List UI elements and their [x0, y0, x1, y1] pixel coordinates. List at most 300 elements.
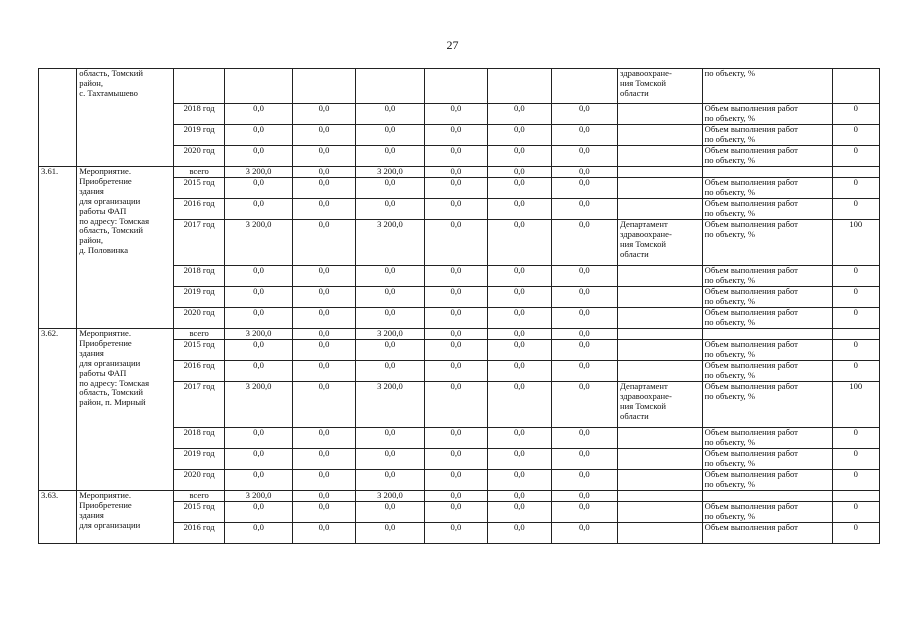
amount-cell [356, 167, 424, 178]
year-cell-text: 2020 год [183, 307, 215, 317]
amount-cell-text: 0,0 [513, 360, 525, 370]
amount-cell-text: 0,0 [253, 448, 264, 458]
amount-cell [551, 220, 617, 266]
amount-cell [551, 167, 617, 178]
indicator-value-text: 0 [853, 177, 858, 187]
year-cell-text: 2020 год [183, 469, 215, 479]
indicator-value-text: 0 [853, 469, 858, 479]
amount-cell-text: 0,0 [318, 427, 330, 437]
amount-cell [292, 167, 355, 178]
amount-cell-text: 0,0 [318, 339, 330, 349]
amount-cell [551, 428, 617, 449]
amount-cell [356, 449, 424, 470]
amount-cell [292, 266, 355, 287]
indicator-cell [702, 340, 832, 361]
amount-cell-text: 0,0 [513, 124, 525, 134]
year-cell [173, 491, 224, 502]
amount-cell-text: 0,0 [253, 469, 264, 479]
amount-cell-text: 0,0 [513, 286, 525, 296]
amount-cell-text: 0,0 [513, 501, 525, 511]
year-cell [173, 104, 224, 125]
indicator-cell [702, 69, 832, 104]
amount-cell-text: 0,0 [253, 177, 264, 187]
amount-cell-text: 0,0 [384, 177, 396, 187]
amount-cell [356, 199, 424, 220]
amount-cell [225, 167, 292, 178]
amount-cell-text: 0,0 [578, 328, 590, 338]
amount-cell [551, 329, 617, 340]
amount-cell [225, 428, 292, 449]
amount-cell-text: 0,0 [513, 145, 525, 155]
year-cell [173, 361, 224, 382]
amount-cell [225, 287, 292, 308]
indicator-value-text: 0 [853, 286, 858, 296]
amount-cell-text: 0,0 [578, 427, 590, 437]
table-row [39, 491, 880, 502]
amount-cell [292, 361, 355, 382]
indicator-value [832, 69, 879, 104]
amount-cell-text: 0,0 [384, 307, 396, 317]
year-cell [173, 178, 224, 199]
amount-cell [225, 146, 292, 167]
year-cell-text: 2016 год [183, 198, 215, 208]
amount-cell [225, 361, 292, 382]
amount-cell-text: 0,0 [384, 286, 396, 296]
amount-cell [356, 428, 424, 449]
indicator-cell-text: Объем выполнения работ по объекту, % [704, 219, 798, 239]
amount-cell-text: 0,0 [384, 265, 396, 275]
row-number-text: 3.62. [41, 328, 59, 338]
empty-cell [488, 69, 551, 104]
indicator-cell [702, 287, 832, 308]
amount-cell [225, 104, 292, 125]
year-cell [173, 470, 224, 491]
amount-cell [488, 523, 551, 544]
amount-cell-text: 0,0 [578, 145, 590, 155]
executor-cell [618, 491, 703, 502]
executor-cell [618, 449, 703, 470]
indicator-value [832, 449, 879, 470]
executor-cell [618, 470, 703, 491]
indicator-value [832, 382, 879, 428]
amount-cell-text: 0,0 [513, 265, 525, 275]
amount-cell [488, 308, 551, 329]
amount-cell-text: 3 200,0 [377, 166, 403, 176]
measure-description-text: область, Томский район, с. Тахтамышево [79, 68, 143, 98]
indicator-value-text: 0 [853, 307, 858, 317]
amount-cell-text: 0,0 [384, 501, 396, 511]
amount-cell [356, 287, 424, 308]
amount-cell [292, 146, 355, 167]
amount-cell [225, 470, 292, 491]
amount-cell [551, 266, 617, 287]
year-cell-text: 2015 год [183, 339, 215, 349]
amount-cell [551, 491, 617, 502]
executor-cell [618, 69, 703, 104]
amount-cell-text: 0,0 [253, 522, 264, 532]
year-cell-text: 2019 год [183, 124, 215, 134]
amount-cell [488, 329, 551, 340]
amount-cell [356, 502, 424, 523]
amount-cell [488, 167, 551, 178]
amount-cell [292, 502, 355, 523]
row-number-text: 3.61. [41, 166, 59, 176]
amount-cell [292, 449, 355, 470]
year-cell [173, 167, 224, 178]
amount-cell [488, 449, 551, 470]
indicator-value-text: 0 [853, 339, 858, 349]
indicator-cell-text: Объем выполнения работ по объекту, % [704, 145, 798, 165]
amount-cell-text: 0,0 [318, 177, 330, 187]
indicator-value-text: 0 [853, 427, 858, 437]
indicator-value [832, 308, 879, 329]
amount-cell-text: 0,0 [318, 145, 330, 155]
amount-cell-text: 0,0 [253, 286, 264, 296]
amount-cell [292, 382, 355, 428]
amount-cell [225, 308, 292, 329]
amount-cell [292, 470, 355, 491]
amount-cell [356, 104, 424, 125]
indicator-value-text: 0 [853, 145, 858, 155]
year-cell-text: 2015 год [183, 501, 215, 511]
year-cell [173, 287, 224, 308]
amount-cell-text: 0,0 [450, 124, 462, 134]
amount-cell [488, 220, 551, 266]
amount-cell [551, 287, 617, 308]
indicator-cell [702, 104, 832, 125]
amount-cell-text: 0,0 [578, 307, 590, 317]
amount-cell-text: 0,0 [513, 307, 525, 317]
measure-description [77, 491, 174, 544]
amount-cell-text: 0,0 [384, 522, 396, 532]
amount-cell [225, 266, 292, 287]
amount-cell-text: 0,0 [318, 328, 330, 338]
year-cell [173, 220, 224, 266]
amount-cell [356, 361, 424, 382]
indicator-cell-text: Объем выполнения работ по объекту, % [704, 381, 798, 401]
amount-cell-text: 0,0 [318, 522, 330, 532]
year-cell-text: всего [189, 490, 209, 500]
indicator-value-text: 0 [853, 522, 858, 532]
amount-cell-text: 0,0 [578, 286, 590, 296]
amount-cell [292, 178, 355, 199]
amount-cell-text: 0,0 [318, 307, 330, 317]
indicator-cell [702, 470, 832, 491]
amount-cell [292, 308, 355, 329]
measure-description-text: Мероприятие. Приобретение здания для организации [79, 490, 141, 530]
amount-cell-text: 0,0 [253, 339, 264, 349]
row-number-text: 3.63. [41, 490, 59, 500]
amount-cell-text: 0,0 [513, 177, 525, 187]
indicator-cell-text: Объем выполнения работ по объекту, % [704, 103, 798, 123]
amount-cell-text: 0,0 [318, 219, 330, 229]
indicator-cell [702, 266, 832, 287]
amount-cell-text: 0,0 [450, 265, 462, 275]
amount-cell [488, 470, 551, 491]
amount-cell-text: 0,0 [318, 198, 330, 208]
amount-cell [356, 146, 424, 167]
indicator-value [832, 523, 879, 544]
amount-cell [225, 199, 292, 220]
indicator-value [832, 470, 879, 491]
amount-cell [488, 199, 551, 220]
indicator-cell [702, 167, 832, 178]
amount-cell [225, 523, 292, 544]
indicator-value [832, 125, 879, 146]
indicator-cell [702, 199, 832, 220]
indicator-cell-text: Объем выполнения работ по объекту, % [704, 198, 798, 218]
measure-description-text: Мероприятие. Приобретение здания для организации работы ФАП по адресу: Томская область, Томский район, п. Мирный [79, 328, 150, 408]
amount-cell [356, 308, 424, 329]
amount-cell-text: 0,0 [578, 360, 590, 370]
empty-cell [225, 69, 292, 104]
amount-cell [551, 361, 617, 382]
amount-cell [551, 502, 617, 523]
amount-cell-text: 0,0 [578, 219, 590, 229]
year-cell [173, 523, 224, 544]
amount-cell-text: 0,0 [450, 286, 462, 296]
indicator-cell-text: Объем выполнения работ по объекту, % [704, 177, 798, 197]
executor-cell [618, 308, 703, 329]
amount-cell-text: 0,0 [578, 166, 590, 176]
amount-cell-text: 0,0 [318, 469, 330, 479]
amount-cell [488, 287, 551, 308]
amount-cell [551, 382, 617, 428]
amount-cell [424, 199, 487, 220]
amount-cell-text: 0,0 [513, 490, 525, 500]
indicator-value [832, 340, 879, 361]
amount-cell [225, 502, 292, 523]
indicator-cell-text: Объем выполнения работ по объекту, % [704, 339, 798, 359]
executor-cell [618, 502, 703, 523]
amount-cell [225, 382, 292, 428]
year-cell [173, 340, 224, 361]
amount-cell-text: 0,0 [578, 381, 590, 391]
amount-cell [356, 125, 424, 146]
amount-cell-text: 0,0 [513, 339, 525, 349]
year-cell [173, 329, 224, 340]
amount-cell-text: 0,0 [450, 448, 462, 458]
amount-cell [356, 340, 424, 361]
amount-cell-text: 0,0 [253, 501, 264, 511]
indicator-cell [702, 449, 832, 470]
amount-cell-text: 0,0 [450, 198, 462, 208]
indicator-cell-text: Объем выполнения работ по объекту, % [704, 427, 798, 447]
amount-cell [488, 502, 551, 523]
amount-cell-text: 3 200,0 [245, 328, 272, 338]
amount-cell [424, 167, 487, 178]
indicator-value [832, 287, 879, 308]
year-cell [173, 146, 224, 167]
amount-cell-text: 0,0 [318, 166, 330, 176]
amount-cell [424, 502, 487, 523]
amount-cell-text: 0,0 [253, 124, 264, 134]
amount-cell [356, 491, 424, 502]
row-number [39, 167, 77, 329]
amount-cell-text: 0,0 [450, 103, 462, 113]
amount-cell-text: 0,0 [384, 360, 396, 370]
year-cell-text: 2019 год [183, 286, 215, 296]
amount-cell-text: 0,0 [318, 490, 330, 500]
amount-cell-text: 0,0 [513, 448, 525, 458]
amount-cell-text: 0,0 [513, 219, 525, 229]
measure-description-text: Мероприятие. Приобретение здания для организации работы ФАП по адресу: Томская область, Томский район, д. Половинка [79, 166, 150, 256]
measure-description [77, 167, 174, 329]
executor-cell [618, 266, 703, 287]
amount-cell [424, 523, 487, 544]
amount-cell [551, 146, 617, 167]
amount-cell [225, 449, 292, 470]
indicator-cell-text: Объем выполнения работ по объекту, % [704, 469, 798, 489]
year-cell [173, 502, 224, 523]
amount-cell [356, 523, 424, 544]
amount-cell [551, 199, 617, 220]
amount-cell-text: 0,0 [318, 286, 330, 296]
amount-cell [551, 470, 617, 491]
program-table [38, 68, 880, 544]
amount-cell-text: 0,0 [450, 490, 462, 500]
year-cell [173, 382, 224, 428]
indicator-value [832, 266, 879, 287]
amount-cell [356, 178, 424, 199]
executor-cell-text: Департамент здравоохране- ния Томской области [620, 381, 672, 421]
executor-cell [618, 382, 703, 428]
amount-cell [424, 287, 487, 308]
amount-cell-text: 0,0 [513, 427, 525, 437]
indicator-value [832, 428, 879, 449]
amount-cell-text: 0,0 [450, 219, 462, 229]
executor-cell [618, 146, 703, 167]
amount-cell [225, 329, 292, 340]
amount-cell-text: 0,0 [384, 198, 396, 208]
amount-cell-text: 0,0 [450, 145, 462, 155]
amount-cell [292, 329, 355, 340]
indicator-cell [702, 523, 832, 544]
amount-cell-text: 3 200,0 [245, 219, 272, 229]
amount-cell [488, 125, 551, 146]
year-cell-text: всего [189, 328, 209, 338]
amount-cell [225, 491, 292, 502]
executor-cell [618, 199, 703, 220]
amount-cell-text: 0,0 [450, 501, 462, 511]
amount-cell [488, 340, 551, 361]
amount-cell-text: 3 200,0 [245, 490, 272, 500]
amount-cell-text: 0,0 [578, 522, 590, 532]
indicator-value-text: 0 [853, 124, 858, 134]
amount-cell-text: 0,0 [450, 177, 462, 187]
indicator-value [832, 199, 879, 220]
amount-cell [424, 491, 487, 502]
amount-cell-text: 3 200,0 [377, 381, 403, 391]
amount-cell [356, 329, 424, 340]
amount-cell-text: 0,0 [384, 427, 396, 437]
indicator-value [832, 491, 879, 502]
amount-cell [292, 491, 355, 502]
indicator-value-text: 0 [853, 360, 858, 370]
year-cell-text: 2017 год [183, 381, 215, 391]
executor-cell [618, 104, 703, 125]
year-cell [173, 428, 224, 449]
indicator-cell-text: Объем выполнения работ по объекту, % [704, 360, 798, 380]
amount-cell-text: 0,0 [578, 501, 590, 511]
table-row [39, 329, 880, 340]
amount-cell-text: 0,0 [253, 103, 264, 113]
amount-cell-text: 0,0 [578, 124, 590, 134]
amount-cell-text: 0,0 [450, 328, 462, 338]
table-row [39, 167, 880, 178]
amount-cell [488, 361, 551, 382]
row-number [39, 69, 77, 167]
amount-cell [424, 125, 487, 146]
amount-cell [424, 340, 487, 361]
year-cell-text: 2015 год [183, 177, 215, 187]
indicator-value-text: 0 [853, 265, 858, 275]
amount-cell-text: 0,0 [450, 339, 462, 349]
amount-cell [292, 199, 355, 220]
amount-cell [424, 361, 487, 382]
indicator-value-text: 0 [853, 198, 858, 208]
indicator-cell [702, 220, 832, 266]
amount-cell-text: 0,0 [513, 198, 525, 208]
amount-cell-text: 3 200,0 [377, 328, 403, 338]
amount-cell [292, 428, 355, 449]
year-cell-text: 2018 год [183, 265, 215, 275]
indicator-cell-text: Объем выполнения работ по объекту, % [704, 448, 798, 468]
indicator-cell-text: Объем выполнения работ по объекту, % [704, 124, 798, 144]
amount-cell-text: 3 200,0 [377, 490, 403, 500]
amount-cell [292, 523, 355, 544]
executor-cell-text: здравоохране- ния Томской области [620, 68, 672, 98]
executor-cell [618, 361, 703, 382]
amount-cell [488, 266, 551, 287]
indicator-value [832, 167, 879, 178]
indicator-cell-text: Объем выполнения работ по объекту, % [704, 307, 798, 327]
indicator-cell-text: по объекту, % [704, 68, 755, 78]
empty-cell [292, 69, 355, 104]
indicator-value [832, 361, 879, 382]
amount-cell [424, 428, 487, 449]
indicator-value [832, 329, 879, 340]
amount-cell [551, 125, 617, 146]
amount-cell-text: 3 200,0 [377, 219, 403, 229]
empty-cell [551, 69, 617, 104]
row-number [39, 329, 77, 491]
amount-cell-text: 0,0 [318, 360, 330, 370]
amount-cell [488, 428, 551, 449]
indicator-cell [702, 382, 832, 428]
amount-cell [424, 382, 487, 428]
amount-cell-text: 3 200,0 [245, 166, 272, 176]
amount-cell [356, 470, 424, 491]
amount-cell [424, 308, 487, 329]
indicator-value-text: 0 [853, 448, 858, 458]
amount-cell-text: 0,0 [578, 265, 590, 275]
amount-cell [488, 146, 551, 167]
empty-cell [424, 69, 487, 104]
amount-cell-text: 0,0 [318, 448, 330, 458]
amount-cell-text: 0,0 [513, 522, 525, 532]
amount-cell [488, 491, 551, 502]
indicator-cell [702, 308, 832, 329]
amount-cell-text: 0,0 [578, 490, 590, 500]
year-cell-text: 2016 год [183, 522, 215, 532]
amount-cell [551, 178, 617, 199]
amount-cell [488, 104, 551, 125]
amount-cell [551, 104, 617, 125]
indicator-value-text: 100 [849, 219, 863, 229]
amount-cell-text: 0,0 [318, 501, 330, 511]
indicator-value [832, 220, 879, 266]
